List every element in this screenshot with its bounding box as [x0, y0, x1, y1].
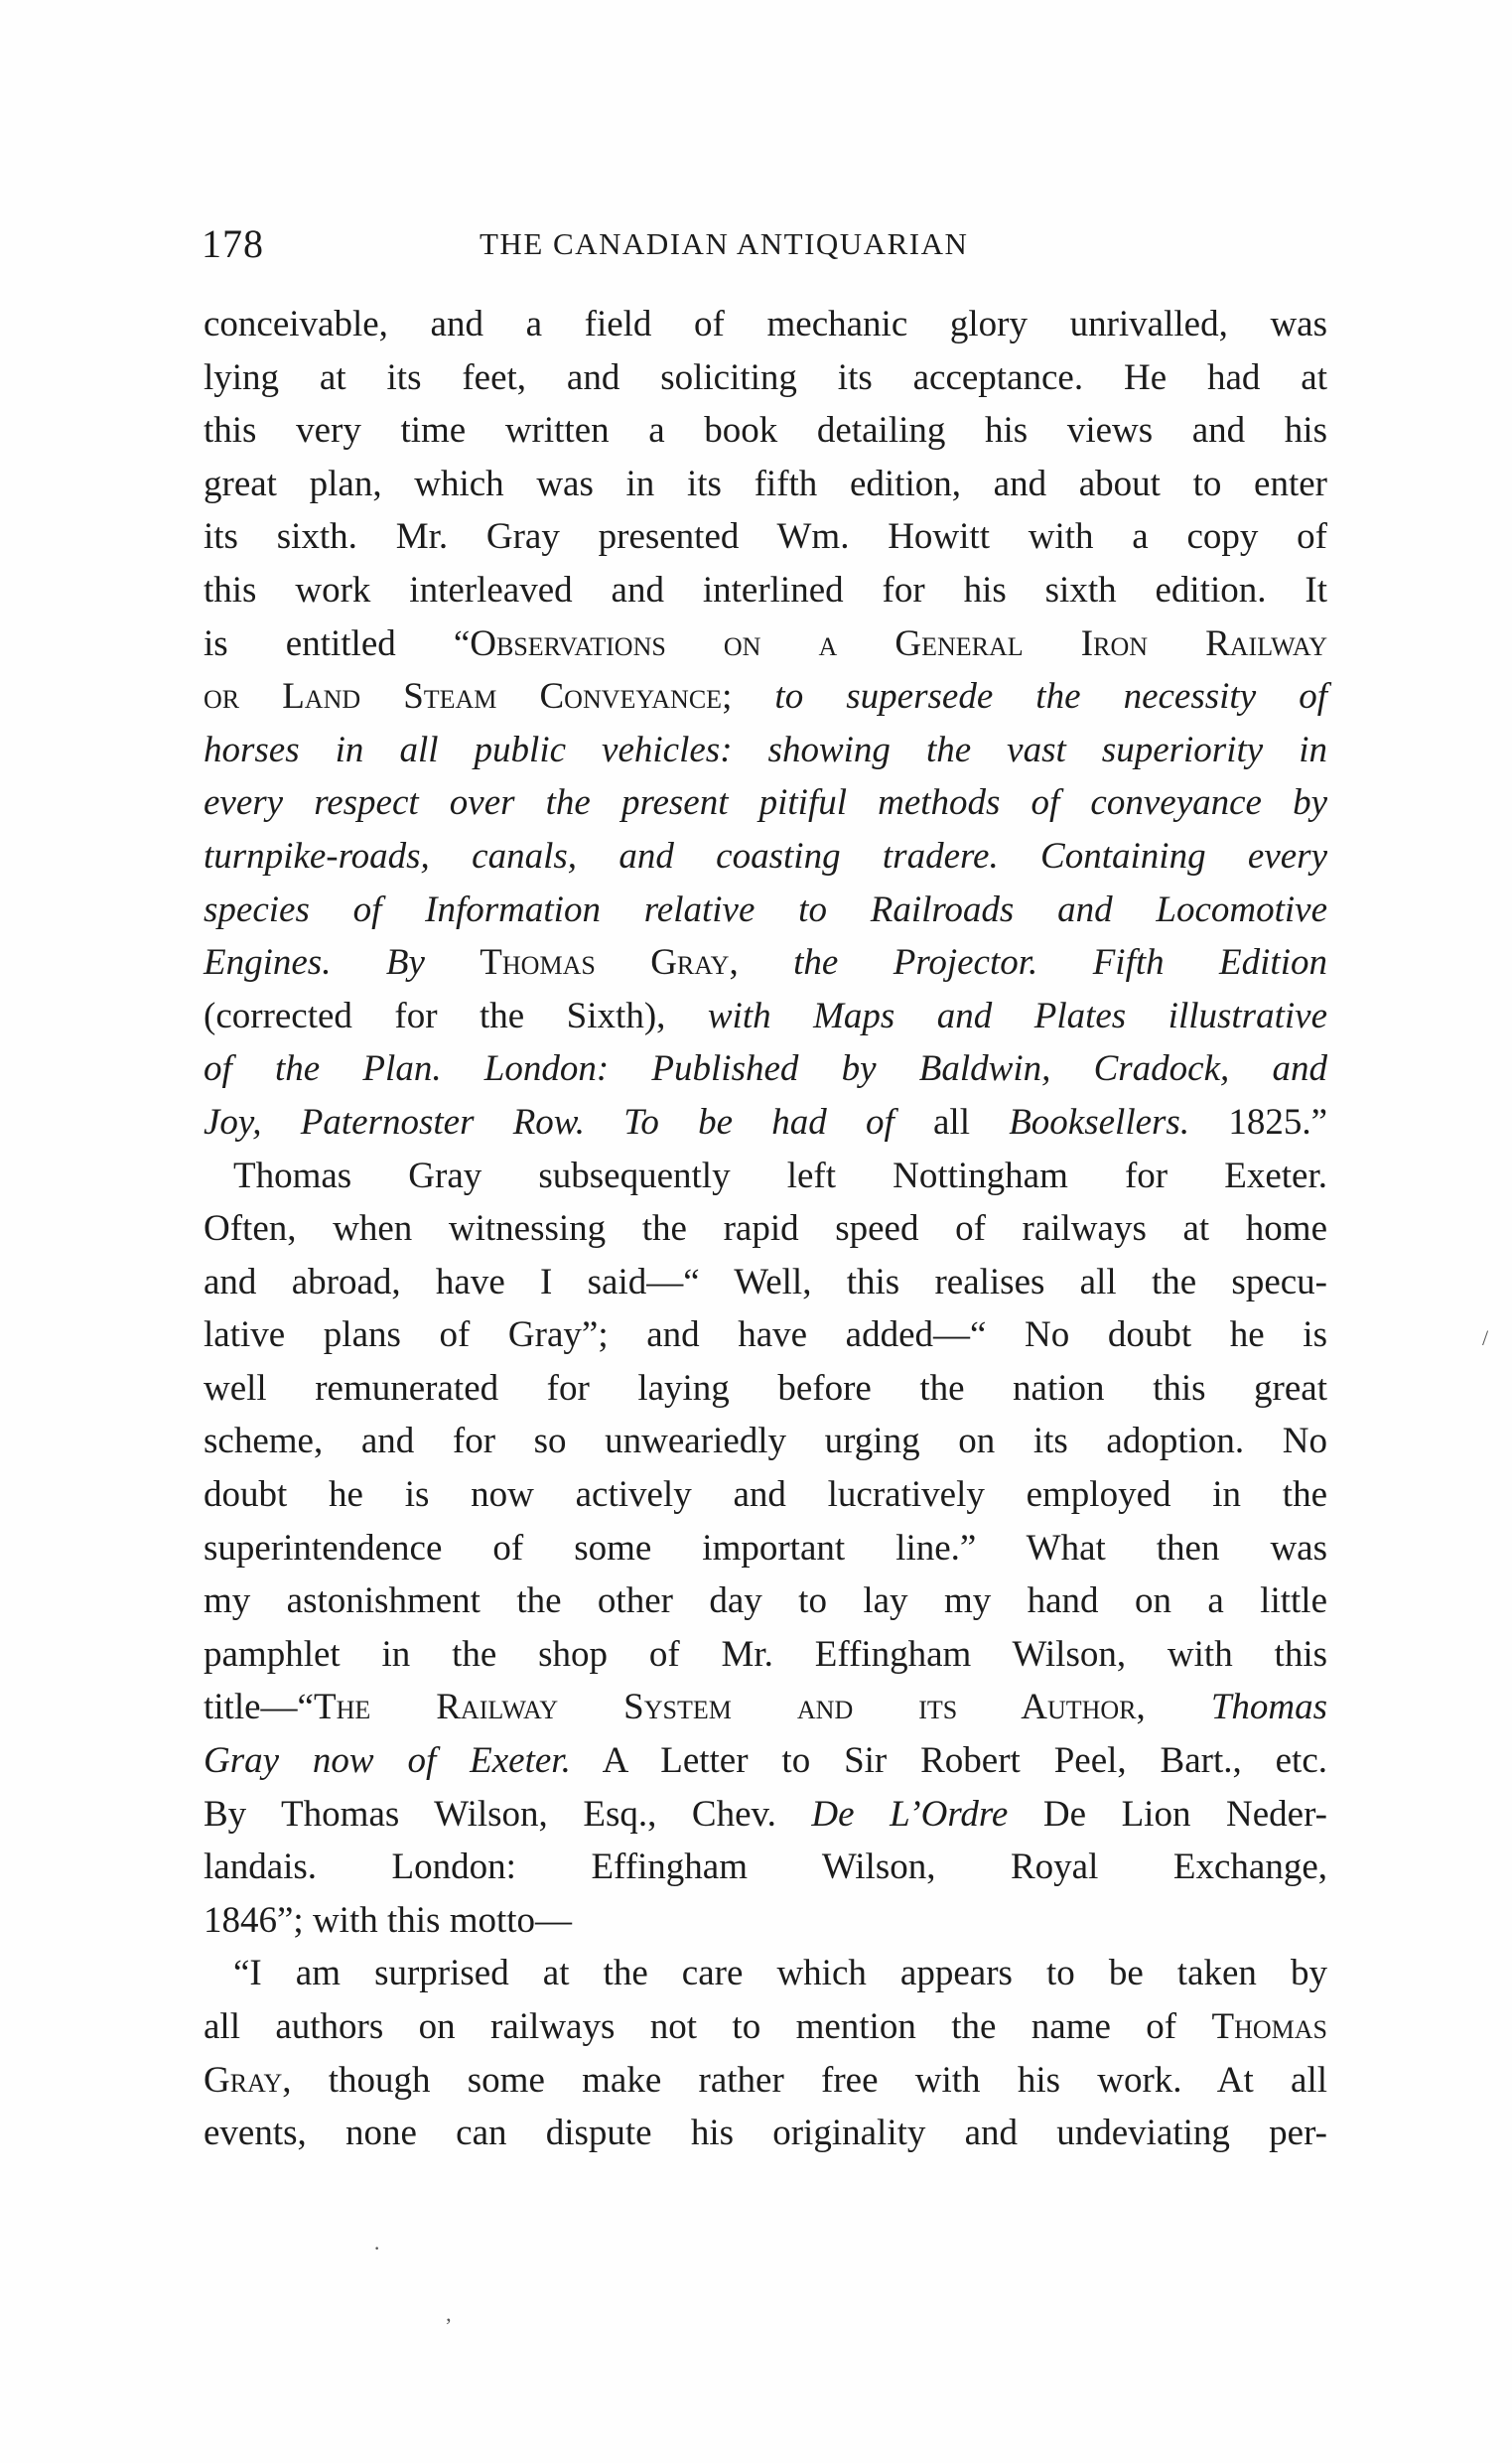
text-line: of the Plan. London: Published by Baldwin, Cradock, and — [204, 1048, 1327, 1090]
author-name-smallcaps: Thomas Gray — [480, 942, 730, 984]
text-run: , — [1136, 1687, 1211, 1728]
text-line — [204, 1096, 1327, 1150]
text-line — [204, 990, 1327, 1043]
text-line: landais. London: Effingham Wilson, Royal Exchange, — [204, 1847, 1327, 1888]
text-line — [204, 936, 1327, 990]
text-run: , — [729, 942, 794, 984]
text-run: 1825.” — [1189, 1101, 1327, 1143]
text-line — [204, 1681, 1327, 1734]
book-title-smallcaps: or Land Steam Conveyance — [204, 676, 723, 718]
author-name-smallcaps: Gray — [204, 2059, 283, 2101]
text-run-italic: Booksellers. — [969, 1101, 1190, 1143]
text-run: A Letter to Sir Robert Peel, Bart., etc. — [570, 1740, 1327, 1782]
text-line: Thomas Gray subsequently left Nottingham for Exeter. — [233, 1155, 1327, 1196]
text-line: every respect over the present pitiful methods of conveyance by — [204, 782, 1327, 824]
text-run-italic: Joy, Paternoster Row. To be had of — [204, 1101, 933, 1143]
text-line: and abroad, have I said—“ Well, this realises all the specu- — [204, 1261, 1327, 1302]
text-run-italic: Thomas — [1210, 1687, 1328, 1728]
text-line — [204, 2054, 1327, 2108]
text-line: turnpike-roads, canals, and coasting tradere. Containing every — [204, 835, 1327, 877]
text-run-italic: with Maps and Plates illustrative — [707, 995, 1327, 1036]
text-run: , though some make rather free with his work. At all — [282, 2059, 1327, 2101]
text-line — [204, 1788, 1327, 1842]
text-run: ; — [722, 676, 775, 718]
text-line: species of Information relative to Railroads and Locomotive — [204, 889, 1327, 930]
text-line: great plan, which was in its fifth edition, and about to enter — [204, 463, 1327, 504]
text-run: De Lion Neder- — [1008, 1793, 1327, 1835]
margin-mark: / — [1482, 1325, 1489, 1350]
text-line: events, none can dispute his originality and undeviating per- — [204, 2113, 1327, 2154]
text-run: all authors on railways not to mention the name of — [204, 2006, 1212, 2047]
text-line: Often, when witnessing the rapid speed of railways at home — [204, 1208, 1327, 1250]
text-line: doubt he is now actively and lucratively employed in the — [204, 1474, 1327, 1516]
text-line: scheme, and for so unweariedly urging on its adoption. No — [204, 1421, 1327, 1462]
text-line: superintendence of some important line.” What then was — [204, 1527, 1327, 1569]
text-line — [204, 2000, 1327, 2054]
text-run: all — [933, 1101, 970, 1143]
text-run-italic: the Projector. Fifth Edition — [793, 942, 1327, 984]
text-run-italic: Gray now of Exeter. — [204, 1740, 571, 1782]
book-subtitle-italic: to supersede the necessity of — [774, 676, 1327, 718]
text-line: lative plans of Gray”; and have added—“ No doubt he is — [204, 1314, 1327, 1356]
text-line — [204, 617, 1327, 671]
text-run: By Thomas Wilson, Esq., Chev. — [204, 1793, 812, 1835]
margin-mark: · — [373, 2236, 381, 2260]
text-line: well remunerated for laying before the nation this great — [204, 1367, 1327, 1409]
book-title-smallcaps: Observations on a General Iron Railway — [470, 622, 1327, 664]
page-number: 178 — [202, 221, 264, 266]
text-line: 1846”; with this motto— — [204, 1899, 573, 1941]
text-run-italic: De L’Ordre — [811, 1793, 1009, 1835]
text-line: lying at its feet, and soliciting its acceptance. He had at — [204, 356, 1327, 398]
text-run-italic: Engines. By — [204, 942, 481, 984]
text-line: pamphlet in the shop of Mr. Effingham Wilson, with this — [204, 1633, 1327, 1675]
text-run: title—“ — [204, 1687, 314, 1728]
running-title: THE CANADIAN ANTIQUARIAN — [480, 226, 969, 261]
author-name-smallcaps: Thomas — [1211, 2006, 1327, 2047]
text-line: this work interleaved and interlined for his sixth edition. It — [204, 569, 1327, 611]
text-run: is entitled “ — [204, 622, 471, 664]
text-line: its sixth. Mr. Gray presented Wm. Howitt with a copy of — [204, 516, 1327, 558]
text-line — [204, 1734, 1327, 1788]
text-line: conceivable, and a field of mechanic glory unrivalled, was — [204, 304, 1327, 344]
text-line: horses in all public vehicles: showing the vast superiority in — [204, 729, 1327, 770]
margin-mark: ’ — [445, 2313, 453, 2338]
text-line: this very time written a book detailing his views and his — [204, 410, 1327, 452]
text-run: (corrected for the Sixth), — [204, 995, 708, 1036]
pamphlet-title-smallcaps: The Railway System and its Author — [313, 1687, 1137, 1728]
running-head — [202, 220, 1313, 280]
text-line: my astonishment the other day to lay my hand on a little — [204, 1580, 1327, 1622]
text-line — [204, 670, 1327, 724]
text-line: “I am surprised at the care which appears to be taken by — [233, 1953, 1327, 1994]
body-text — [204, 298, 1327, 2160]
